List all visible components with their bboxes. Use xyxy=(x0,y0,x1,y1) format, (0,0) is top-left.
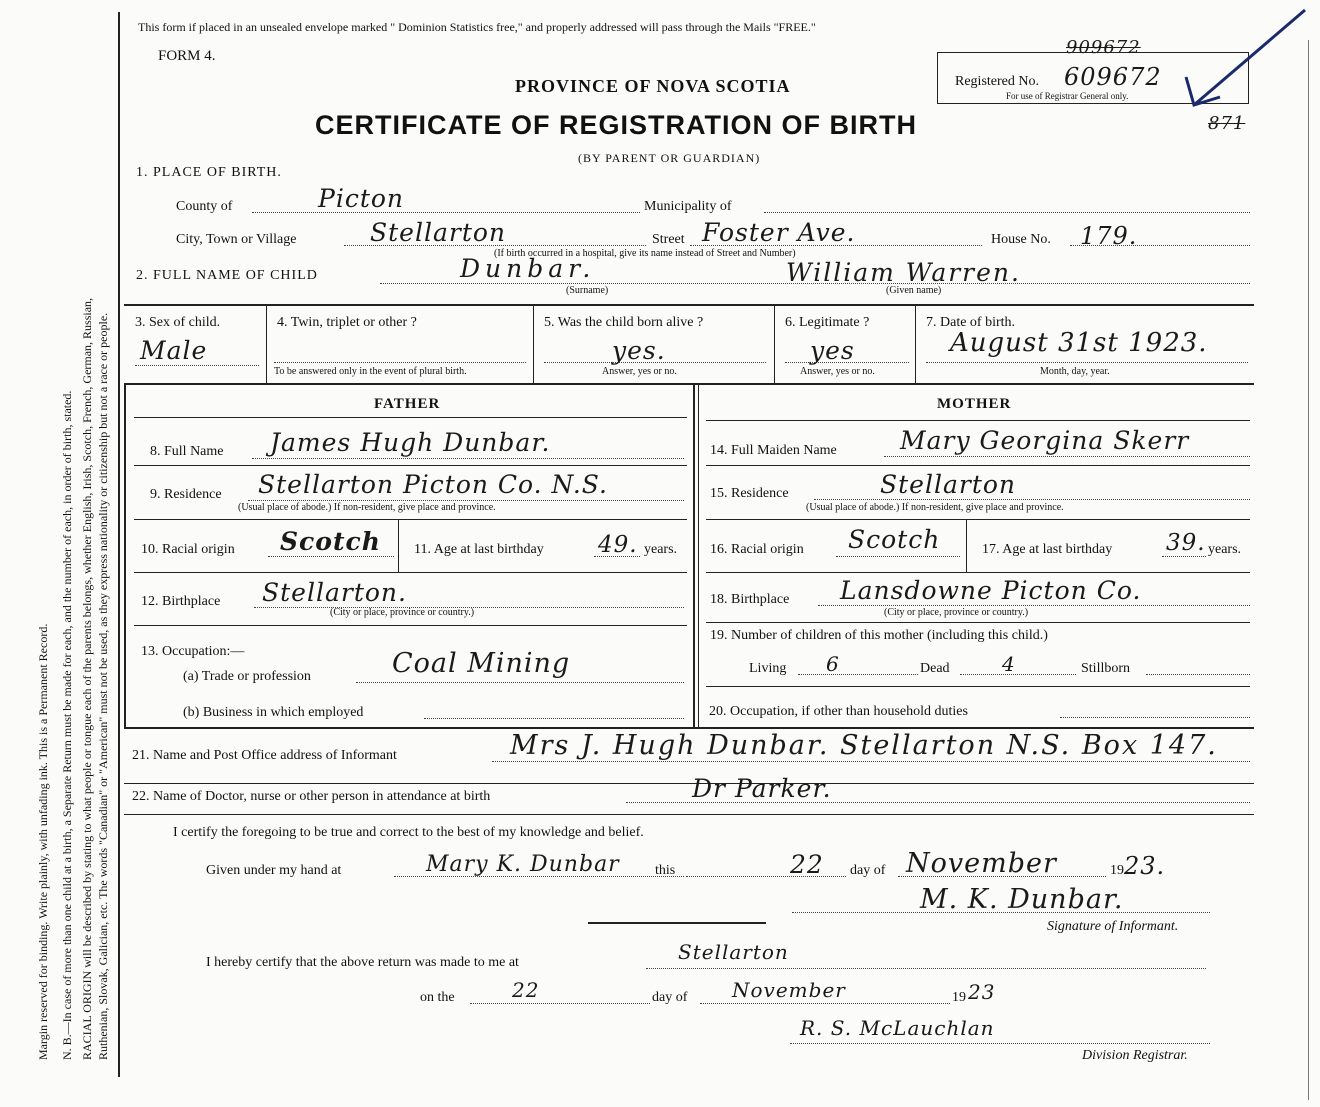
alive-note: Answer, yes or no. xyxy=(602,366,677,377)
mother-age-label: 17. Age at last birthday xyxy=(982,542,1113,557)
month-value: November xyxy=(906,848,1057,879)
father-rule-2 xyxy=(134,519,687,520)
parents-left-border xyxy=(124,385,126,728)
mother-occupation-label: 20. Occupation, if other than household duties xyxy=(709,704,968,719)
street-value: Foster Ave. xyxy=(702,218,856,247)
child-given-value: William Warren. xyxy=(786,258,1021,287)
county-label: County of xyxy=(176,199,233,214)
informant-value: Mrs J. Hugh Dunbar. Stellarton N.S. Box 147. xyxy=(510,730,1218,761)
father-residence-label: 9. Residence xyxy=(150,487,222,502)
return-place-line xyxy=(646,968,1206,969)
living-value: 6 xyxy=(826,652,840,676)
return-year-prefix: 19 xyxy=(952,990,966,1005)
province-title: PROVINCE OF NOVA SCOTIA xyxy=(515,76,791,96)
father-residence-line xyxy=(248,500,684,501)
father-occupation-label: 13. Occupation:— xyxy=(141,644,245,659)
on-the-label: on the xyxy=(420,990,455,1005)
father-rule-3 xyxy=(134,572,687,573)
father-trade-line xyxy=(356,682,684,683)
mother-rule-2 xyxy=(706,519,1250,520)
father-name-label: 8. Full Name xyxy=(150,444,224,459)
mother-residence-value: Stellarton xyxy=(880,470,1017,499)
father-residence-note: (Usual place of abode.) If non-resident, give place and province. xyxy=(238,502,496,513)
mother-occupation-line xyxy=(1060,717,1250,718)
father-heading-rule xyxy=(134,417,687,418)
this-label: this xyxy=(655,863,676,878)
father-rule-1 xyxy=(134,465,687,466)
house-label: House No. xyxy=(991,232,1051,247)
return-month-line xyxy=(700,1003,950,1004)
father-name-line xyxy=(252,458,684,459)
separator-rule xyxy=(588,922,766,924)
city-label: City, Town or Village xyxy=(176,232,297,247)
given-caption: (Given name) xyxy=(886,285,942,296)
registrar-label: Division Registrar. xyxy=(1082,1048,1188,1063)
mother-children-label: 19. Number of children of this mother (including this child.) xyxy=(710,628,1048,643)
registrar-signature: R. S. McLauchlan xyxy=(800,1016,995,1040)
sex-line xyxy=(135,365,259,366)
return-day-of-label: day of xyxy=(652,990,688,1005)
col-divider-1 xyxy=(266,306,267,383)
surname-caption: (Surname) xyxy=(566,285,609,296)
mother-residence-line xyxy=(814,499,1250,500)
row-bottom-border xyxy=(124,383,1254,385)
day-value: 22 xyxy=(790,850,824,879)
father-business-line xyxy=(424,718,684,719)
mother-rule-3 xyxy=(706,572,1250,573)
given-value: Mary K. Dunbar xyxy=(426,852,620,877)
county-line xyxy=(252,212,640,213)
return-place: Stellarton xyxy=(678,940,789,964)
dob-value: August 31st 1923. xyxy=(950,328,1208,358)
legitimate-value: yes xyxy=(810,336,855,365)
dead-value: 4 xyxy=(1002,652,1016,676)
check-mark-icon xyxy=(1180,5,1310,115)
doctor-label: 22. Name of Doctor, nurse or other person in attendance at birth xyxy=(132,789,491,804)
certificate-subtitle: (BY PARENT OR GUARDIAN) xyxy=(578,151,761,165)
father-race-line xyxy=(268,556,394,557)
return-day-line xyxy=(470,1003,650,1004)
margin-racial-origin-note-2: Ruthenian, Slovak, Galician, etc. The words "Canadian" or "American" must not be used, as they express nationality or citizenship but not a race or people. xyxy=(96,312,110,1060)
father-birthplace-label: 12. Birthplace xyxy=(141,594,221,609)
house-value: 179. xyxy=(1080,222,1138,250)
form-right-edge xyxy=(1308,40,1309,1100)
father-heading: FATHER xyxy=(374,396,441,412)
twin-label: 4. Twin, triplet or other ? xyxy=(277,315,417,330)
place-of-birth-label: 1. PLACE OF BIRTH. xyxy=(136,165,282,180)
city-value: Stellarton xyxy=(370,218,507,247)
registrar-signature-line xyxy=(790,1043,1210,1044)
mother-birthplace-label: 18. Birthplace xyxy=(710,592,790,607)
legitimate-note: Answer, yes or no. xyxy=(800,366,875,377)
dob-note: Month, day, year. xyxy=(1040,366,1110,377)
father-trade-value: Coal Mining xyxy=(392,648,571,679)
mother-residence-label: 15. Residence xyxy=(710,486,789,501)
return-day: 22 xyxy=(512,978,540,1002)
form-number: FORM 4. xyxy=(158,48,216,64)
informant-line xyxy=(492,761,1250,762)
father-age-label: 11. Age at last birthday xyxy=(414,542,544,557)
certification-statement: I certify the foregoing to be true and correct to the best of my knowledge and belief. xyxy=(173,825,644,840)
col-divider-2 xyxy=(533,306,534,383)
sex-label: 3. Sex of child. xyxy=(135,315,221,330)
registrar-note: For use of Registrar General only. xyxy=(1006,91,1129,101)
mother-age-line xyxy=(1162,556,1206,557)
father-business-label: (b) Business in which employed xyxy=(183,705,364,720)
year-value: 23. xyxy=(1124,852,1166,880)
mother-race-label: 16. Racial origin xyxy=(710,542,804,557)
col-divider-4 xyxy=(915,306,916,383)
row-top-border xyxy=(124,304,1254,306)
mother-birthplace-value: Lansdowne Picton Co. xyxy=(840,576,1142,605)
mail-notice: This form if placed in an unsealed envelope marked " Dominion Statistics free," and properly addressed will pass through the Mails "FREE." xyxy=(138,20,816,34)
registered-label: Registered No. xyxy=(955,74,1039,89)
mother-heading: MOTHER xyxy=(937,396,1012,412)
father-race-divider xyxy=(398,520,399,572)
father-age-value: 49. xyxy=(598,532,638,558)
day-of-label: day of xyxy=(850,863,886,878)
mother-rule-1 xyxy=(706,465,1250,466)
mother-residence-note: (Usual place of abode.) If non-resident, give place and province. xyxy=(806,502,1064,513)
informant-rule xyxy=(124,783,1254,784)
mother-race-line xyxy=(836,556,960,557)
father-race-value: Scotch xyxy=(280,527,381,556)
registered-number: 609672 xyxy=(1064,63,1162,91)
stillborn-label: Stillborn xyxy=(1081,661,1131,676)
hospital-note: (If birth occurred in a hospital, give its name instead of Street and Number) xyxy=(494,248,796,259)
parents-bottom-border xyxy=(124,727,1254,729)
father-trade-label: (a) Trade or profession xyxy=(183,669,311,684)
registered-number-crossed: 909672 xyxy=(1066,37,1141,58)
father-age-unit: years. xyxy=(644,542,678,557)
mother-birthplace-note: (City or place, province or country.) xyxy=(884,607,1029,618)
alive-label: 5. Was the child born alive ? xyxy=(544,315,704,330)
mother-name-value: Mary Georgina Skerr xyxy=(900,426,1190,455)
mother-race-divider xyxy=(966,520,967,572)
informant-label: 21. Name and Post Office address of Informant xyxy=(132,748,397,763)
father-birthplace-note: (City or place, province or country.) xyxy=(330,607,475,618)
col-divider-3 xyxy=(774,306,775,383)
parents-middle-divider-a xyxy=(693,385,695,728)
certificate-title: CERTIFICATE OF REGISTRATION OF BIRTH xyxy=(315,110,917,140)
twin-line xyxy=(274,362,526,363)
return-label: I hereby certify that the above return was made to me at xyxy=(206,955,519,970)
living-line xyxy=(798,674,918,675)
mother-heading-rule xyxy=(706,420,1250,421)
dob-line xyxy=(926,362,1248,363)
mother-age-unit: years. xyxy=(1208,542,1242,557)
mother-birthplace-line xyxy=(818,605,1250,606)
stillborn-line xyxy=(1146,674,1250,675)
alive-value: yes. xyxy=(612,336,666,365)
informant-signature: M. K. Dunbar. xyxy=(920,884,1124,915)
father-rule-4 xyxy=(134,625,687,626)
mother-name-line xyxy=(884,456,1250,457)
doctor-rule xyxy=(124,814,1254,815)
county-value: Picton xyxy=(318,184,405,213)
margin-binding-note: Margin reserved for binding. Write plainly, with unfading ink. This is a Permanent Record. xyxy=(36,623,50,1060)
father-race-label: 10. Racial origin xyxy=(141,542,235,557)
dead-label: Dead xyxy=(920,661,950,676)
living-label: Living xyxy=(749,661,787,676)
sex-value: Male xyxy=(140,336,208,365)
mother-rule-5 xyxy=(706,686,1250,687)
corner-note: 871 xyxy=(1208,113,1246,134)
margin-racial-origin-note: RACIAL ORIGIN will be described by stating to what people or tongue each of the parents belongs, whether English, Irish, Scotch, French, German, Russian, xyxy=(80,297,94,1060)
dead-line xyxy=(960,674,1076,675)
form-left-border xyxy=(118,12,120,1077)
street-label: Street xyxy=(652,232,685,247)
margin-multiple-birth-note: N. B.—In case of more than one child at a birth, a Separate Return must be made for each, and the number of each, in order of birth, stated. xyxy=(60,390,74,1060)
legitimate-label: 6. Legitimate ? xyxy=(785,315,870,330)
municipality-label: Municipality of xyxy=(644,199,732,214)
father-residence-value: Stellarton Picton Co. N.S. xyxy=(258,470,608,499)
given-label: Given under my hand at xyxy=(206,863,342,878)
year-prefix: 19 xyxy=(1110,863,1124,878)
child-surname-value: Dunbar. xyxy=(460,254,596,283)
father-birthplace-value: Stellarton. xyxy=(262,578,407,607)
municipality-line xyxy=(764,212,1250,213)
mother-age-value: 39. xyxy=(1166,530,1206,556)
mother-race-value: Scotch xyxy=(848,525,941,554)
mother-rule-4 xyxy=(706,622,1250,623)
child-name-label: 2. FULL NAME OF CHILD xyxy=(136,268,318,283)
twin-note: To be answered only in the event of plural birth. xyxy=(274,366,467,377)
mother-name-label: 14. Full Maiden Name xyxy=(710,443,837,458)
father-name-value: James Hugh Dunbar. xyxy=(270,428,551,457)
signature-label: Signature of Informant. xyxy=(1047,919,1179,934)
parents-middle-divider-b xyxy=(698,385,699,728)
return-year: 23 xyxy=(968,980,996,1004)
return-month: November xyxy=(732,978,846,1002)
dob-label: 7. Date of birth. xyxy=(926,315,1016,330)
doctor-value: Dr Parker. xyxy=(692,774,832,803)
